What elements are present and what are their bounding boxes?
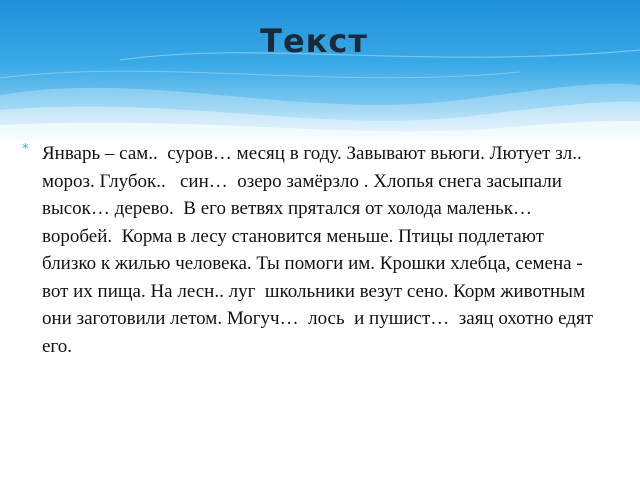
header-banner [0, 0, 640, 140]
slide-title: Текст [260, 22, 368, 60]
body-paragraph: Январь – сам.. суров… месяц в году. Завывают вьюги. Лютует зл.. мороз. Глубок.. син… озеро замёрзло . Хлопья снега засыпали высок… дерево. В его ветвях прятался от холода маленьк… воробей. Корма в лесу становится меньше. Птицы подлетают близко к жилью человека. Ты помоги им. Крошки хлебца, семена - вот их пища. На лесн.. луг школьники везут сено. Корм животным они заготовили летом. Могуч… лось и пушист… заяц охотно едят его. [42, 143, 598, 357]
slide-content [22, 140, 602, 360]
bullet-icon: * [22, 142, 29, 157]
wave-decoration [0, 0, 640, 140]
bullet-item [22, 140, 602, 360]
